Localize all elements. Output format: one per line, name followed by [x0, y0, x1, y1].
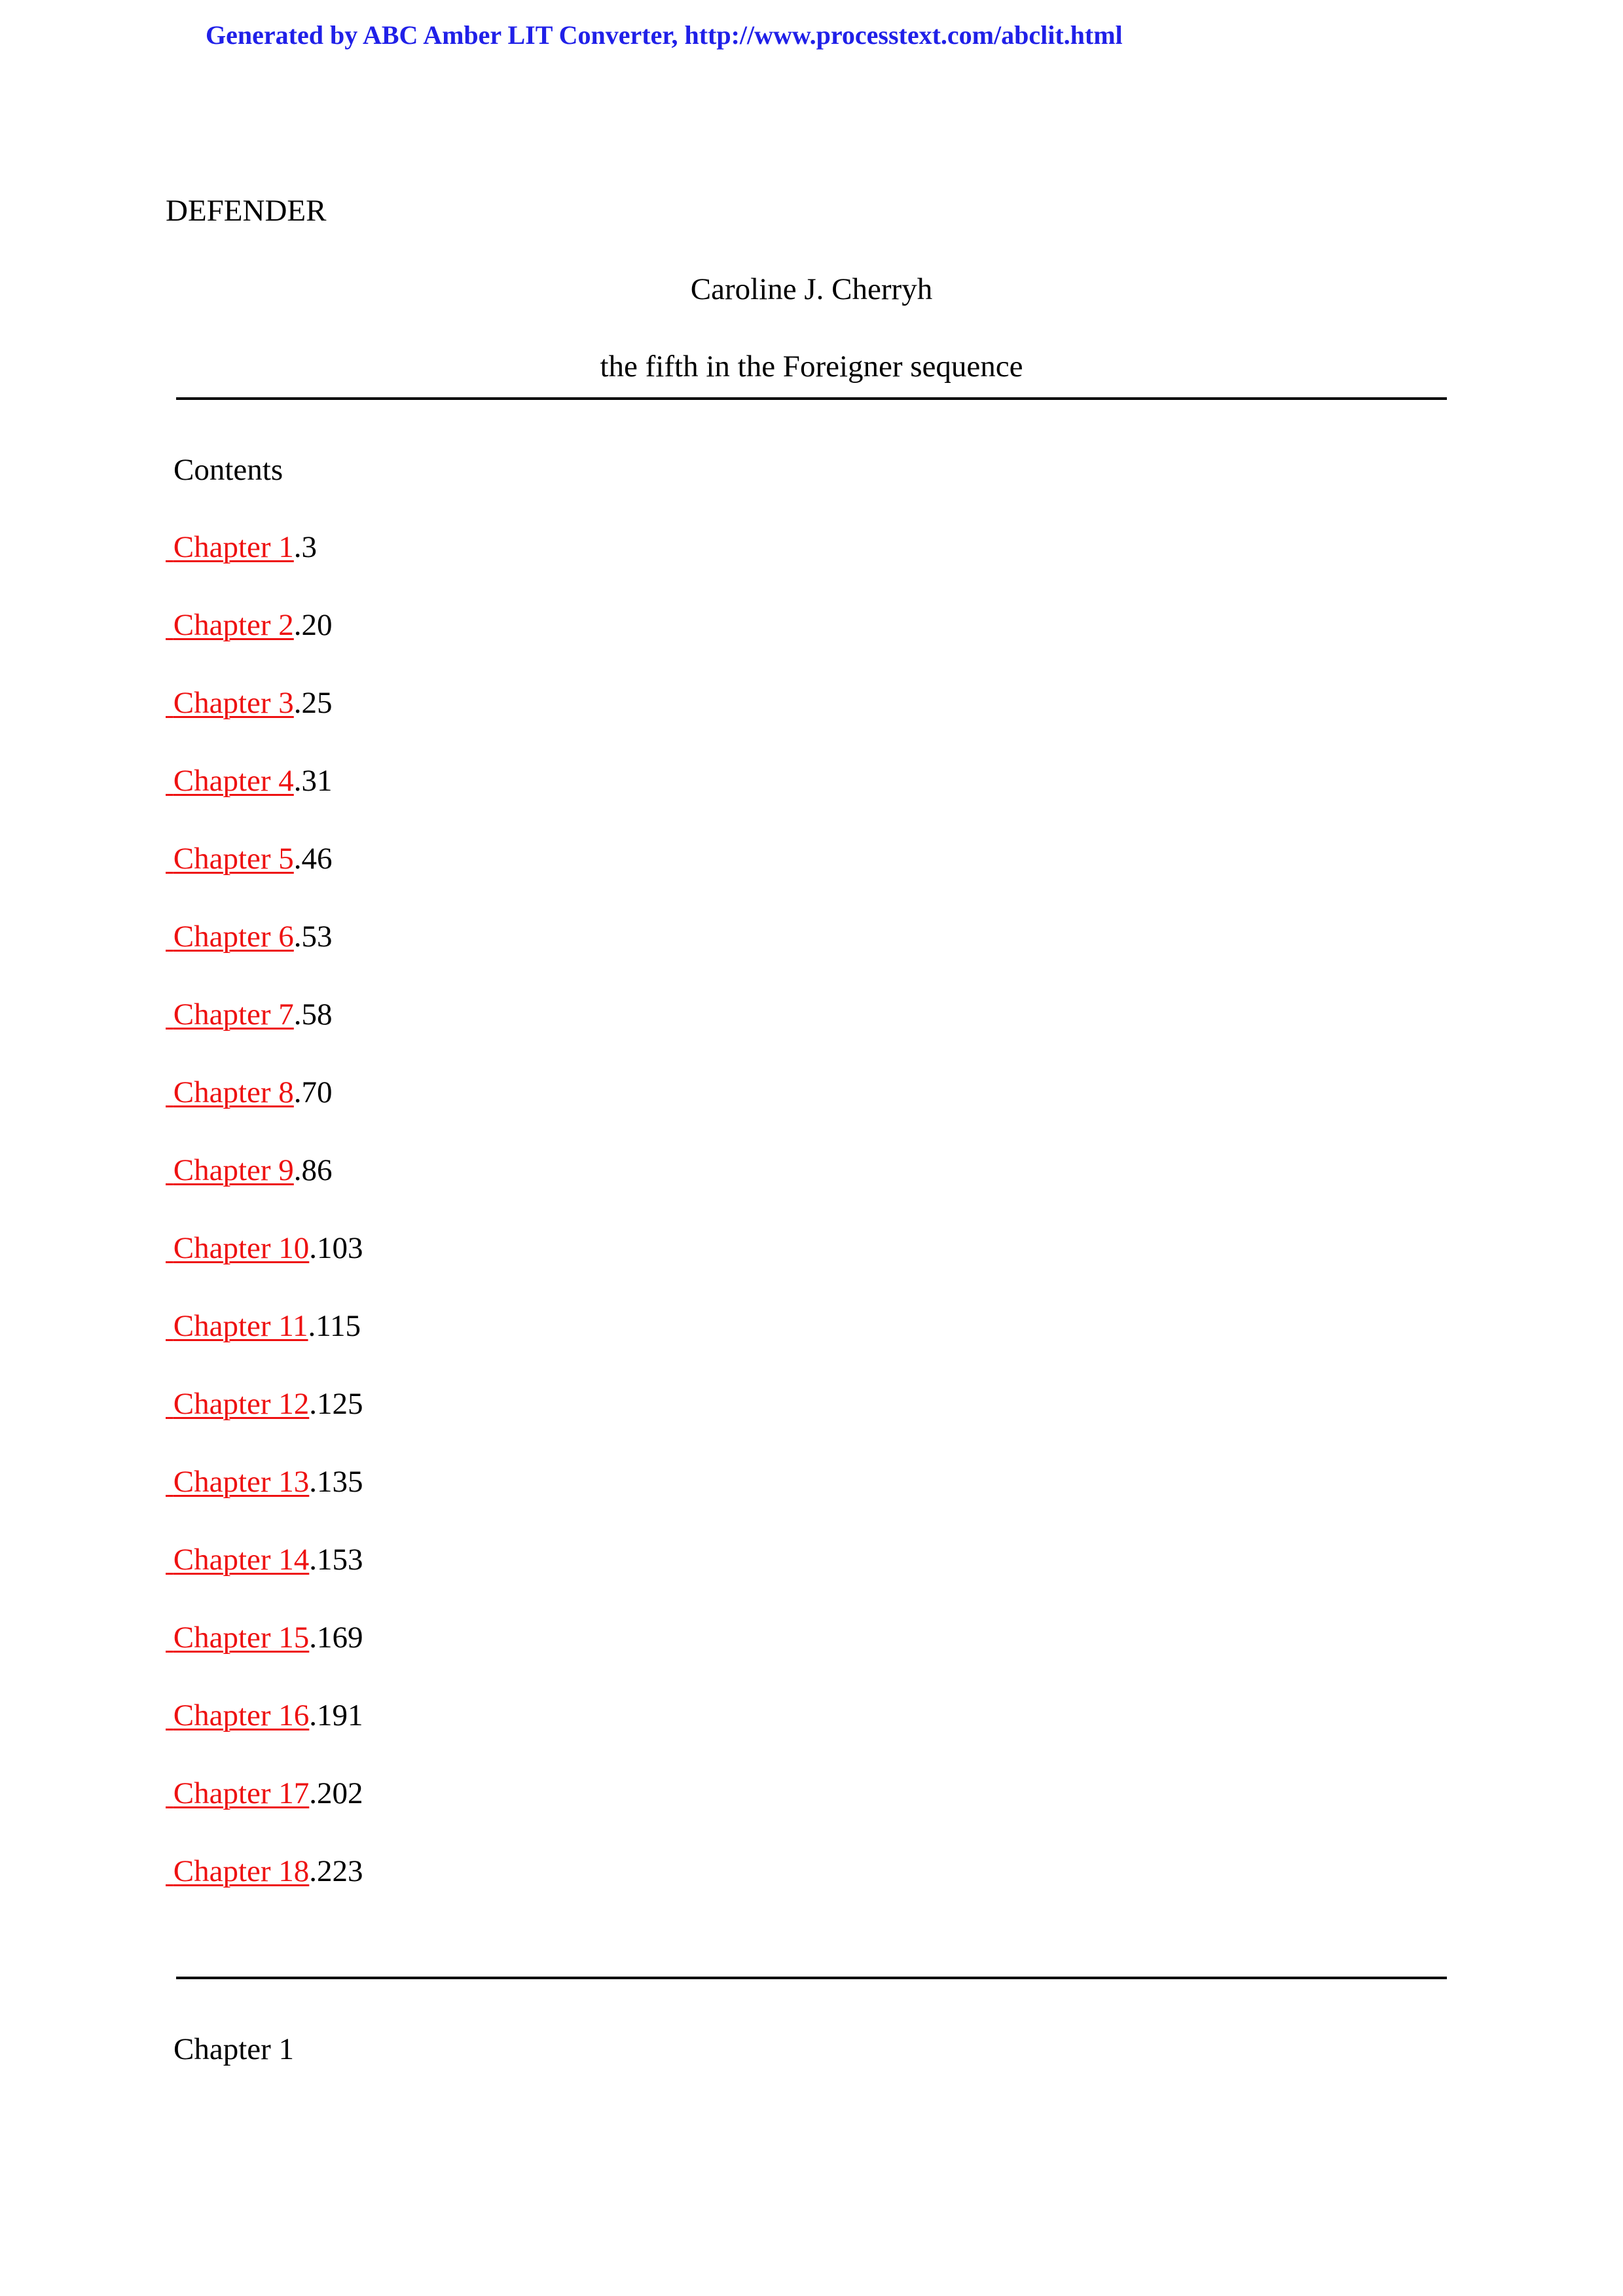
toc-item-chapter-11	[166, 1306, 363, 1384]
toc-link-chapter-2[interactable]: Chapter 2	[173, 608, 294, 642]
toc-item-chapter-15	[166, 1618, 363, 1696]
toc-item-chapter-12	[166, 1384, 363, 1462]
contents-heading: Contents	[173, 453, 283, 487]
toc-page-number: .103	[309, 1231, 363, 1265]
toc-page-number: .223	[309, 1854, 363, 1888]
toc-page-number: .125	[309, 1387, 363, 1421]
toc-item-chapter-5	[166, 839, 363, 917]
toc-link-chapter-3[interactable]: Chapter 3	[173, 686, 294, 720]
toc-link-chapter-4[interactable]: Chapter 4	[173, 764, 294, 798]
toc-page-number: .191	[309, 1698, 363, 1732]
toc-link-chapter-1[interactable]: Chapter 1	[173, 530, 294, 564]
toc-page-number: .153	[309, 1543, 363, 1577]
toc-link-chapter-17[interactable]: Chapter 17	[173, 1776, 310, 1810]
toc-item-chapter-1	[166, 528, 363, 605]
toc-page-number: .135	[309, 1465, 363, 1499]
generator-banner[interactable]: Generated by ABC Amber LIT Converter, http://www.processtext.com/abclit.html	[206, 20, 1123, 50]
horizontal-divider-bottom	[176, 1977, 1447, 1979]
toc-item-chapter-17	[166, 1774, 363, 1852]
toc-page-number: .53	[293, 920, 333, 954]
toc-item-chapter-14	[166, 1540, 363, 1618]
toc-item-chapter-7	[166, 995, 363, 1073]
horizontal-divider-top	[176, 397, 1447, 400]
toc-page-number: .70	[293, 1075, 333, 1109]
toc-item-chapter-6	[166, 917, 363, 995]
toc-page-number: .46	[293, 842, 333, 876]
table-of-contents	[166, 528, 363, 1929]
toc-item-chapter-8	[166, 1073, 363, 1151]
toc-page-number: .25	[293, 686, 333, 720]
toc-link-chapter-13[interactable]: Chapter 13	[173, 1465, 310, 1499]
toc-link-chapter-7[interactable]: Chapter 7	[173, 997, 294, 1031]
toc-link-chapter-14[interactable]: Chapter 14	[173, 1543, 310, 1577]
toc-link-chapter-16[interactable]: Chapter 16	[173, 1698, 310, 1732]
toc-item-chapter-18	[166, 1852, 363, 1929]
toc-link-chapter-12[interactable]: Chapter 12	[173, 1387, 310, 1421]
toc-page-number: .31	[293, 764, 333, 798]
toc-page-number: .169	[309, 1621, 363, 1655]
toc-page-number: .20	[293, 608, 333, 642]
toc-link-chapter-6[interactable]: Chapter 6	[173, 920, 294, 954]
toc-page-number: .86	[293, 1153, 333, 1187]
book-author: Caroline J. Cherryh	[690, 272, 933, 306]
toc-link-chapter-9[interactable]: Chapter 9	[173, 1153, 294, 1187]
book-title: DEFENDER	[166, 194, 327, 228]
chapter-heading: Chapter 1	[173, 2032, 295, 2066]
toc-item-chapter-3	[166, 683, 363, 761]
toc-item-chapter-16	[166, 1696, 363, 1774]
toc-page-number: .58	[293, 997, 333, 1031]
book-subtitle: the fifth in the Foreigner sequence	[600, 350, 1023, 384]
toc-page-number: .3	[293, 530, 318, 564]
toc-item-chapter-2	[166, 605, 363, 683]
toc-link-chapter-10[interactable]: Chapter 10	[173, 1231, 310, 1265]
toc-item-chapter-4	[166, 761, 363, 839]
toc-item-chapter-10	[166, 1229, 363, 1306]
toc-item-chapter-9	[166, 1151, 363, 1229]
toc-link-chapter-5[interactable]: Chapter 5	[173, 842, 294, 876]
toc-page-number: .115	[308, 1309, 361, 1343]
toc-link-chapter-15[interactable]: Chapter 15	[173, 1621, 310, 1655]
toc-link-chapter-11[interactable]: Chapter 11	[173, 1309, 308, 1343]
toc-link-chapter-18[interactable]: Chapter 18	[173, 1854, 310, 1888]
toc-link-chapter-8[interactable]: Chapter 8	[173, 1075, 294, 1109]
toc-page-number: .202	[309, 1776, 363, 1810]
toc-item-chapter-13	[166, 1462, 363, 1540]
